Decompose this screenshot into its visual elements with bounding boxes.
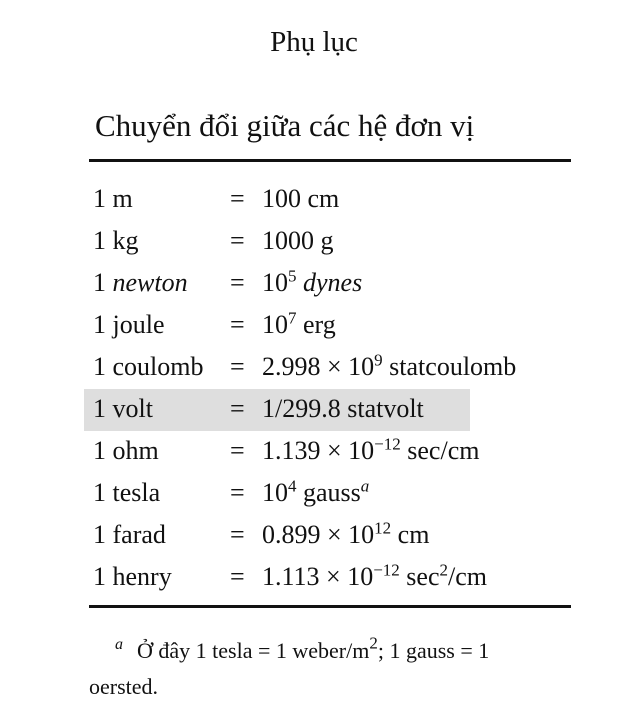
footnote-line-2: oersted.: [89, 674, 159, 699]
table-row-henry: [0, 556, 628, 598]
row-value: $10^4$ gauss$^a$: [262, 476, 370, 507]
row-value: $10^7$ erg: [262, 308, 336, 339]
row-unit: 1 m: [93, 184, 133, 213]
equals-sign: =: [230, 478, 245, 507]
table-row-tesla: [0, 472, 628, 514]
equals-sign: =: [230, 226, 245, 255]
equals-sign: =: [230, 520, 245, 549]
table-row-kilogram: [0, 220, 628, 262]
equals-sign: =: [230, 184, 245, 213]
equals-sign: =: [230, 268, 245, 297]
row-unit: 1 newton: [93, 268, 188, 297]
page-title: Chuyển đổi giữa các hệ đơn vị: [95, 108, 475, 143]
footnote-mark: a: [360, 476, 370, 496]
equals-sign: =: [230, 394, 245, 423]
table-row-ohm: [0, 430, 628, 472]
equals-sign: =: [230, 352, 245, 381]
table-row-meter: [0, 178, 628, 220]
table-row-newton: [0, 262, 628, 304]
table-top-rule: [89, 159, 571, 162]
equals-sign: =: [230, 436, 245, 465]
row-unit: 1 kg: [93, 226, 139, 255]
row-value: $1.139 \times 10^{-12}$ sec/cm: [262, 434, 480, 465]
row-unit: 1 coulomb: [93, 352, 204, 381]
table-row-farad: [0, 514, 628, 556]
table-row-volt: [0, 388, 628, 430]
row-value: $2.998 \times 10^9$ statcoulomb: [262, 350, 517, 381]
table-bottom-rule: [89, 605, 571, 608]
row-value: 1000 g: [262, 226, 334, 255]
row-unit: 1 tesla: [93, 478, 161, 507]
row-unit: 1 joule: [93, 310, 165, 339]
row-value: 1/299.8 statvolt: [262, 394, 424, 423]
row-unit: 1 henry: [93, 562, 172, 591]
row-unit: 1 volt: [93, 394, 153, 423]
row-unit: 1 ohm: [93, 436, 159, 465]
appendix-label: Phụ lục: [270, 26, 358, 58]
equals-sign: =: [230, 310, 245, 339]
row-value: $1.113 \times 10^{-12}$ $\sec^2/cm$: [262, 560, 487, 591]
footnote-line-1: Ở đây 1 tesla = 1 weber/$m^2$; 1 gauss = 1: [137, 633, 490, 663]
row-unit: 1 farad: [93, 520, 166, 549]
table-row-coulomb: [0, 346, 628, 388]
row-value: 100 cm: [262, 184, 340, 213]
equals-sign: =: [230, 562, 245, 591]
row-value: $0.899 \times 10^{12}$ cm: [262, 518, 430, 549]
footnote-marker: a: [115, 636, 123, 653]
table-row-joule: [0, 304, 628, 346]
row-value: $10^5$ dynes: [262, 266, 363, 297]
